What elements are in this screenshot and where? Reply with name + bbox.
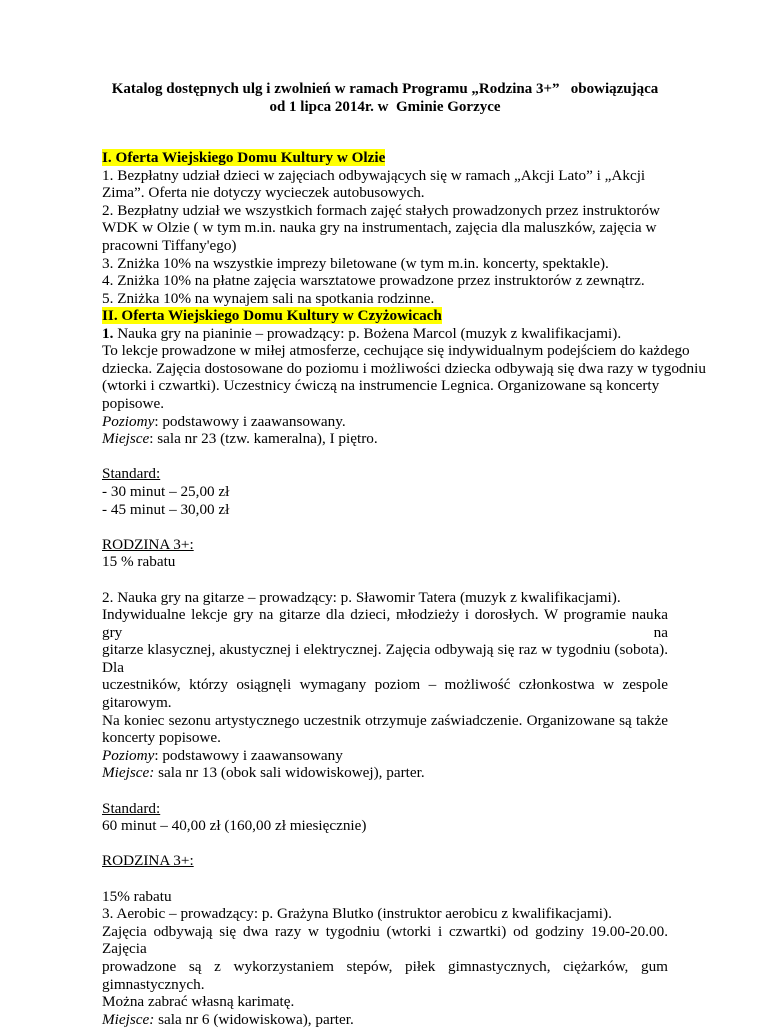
guitar-place xyxy=(102,764,668,782)
piano-levels-label: Poziomy xyxy=(102,412,155,430)
guitar-levels-value: : podstawowy i zaawansowany xyxy=(154,746,343,764)
piano-place-value: : sala nr 23 (tzw. kameralna), I piętro. xyxy=(149,430,378,448)
olza-line-4: WDK w Olzie ( w tym m.in. nauka gry na instrumentach, zajęcia dla maluszków, zajęcia w xyxy=(102,219,657,237)
guitar-desc-2: gitarze klasycznej, akustycznej i elektrycznej. Zajęcia odbywają się raz w tygodniu (sobota). Dla xyxy=(102,641,668,676)
olza-line-7: 4. Zniżka 10% na płatne zajęcia warsztatowe prowadzone przez instruktorów z zewnątrz. xyxy=(102,272,645,290)
piano-price-30: - 30 minut – 25,00 zł xyxy=(102,482,230,500)
aerobic-title: 3. Aerobic – prowadzący: p. Grażyna Blutko (instruktor aerobicu z kwalifikacjami). xyxy=(102,905,612,923)
piano-desc-1: To lekcje prowadzone w miłej atmosferze, cechujące się indywidualnym podejściem do każdego xyxy=(102,342,690,360)
guitar-desc-5: koncerty popisowe. xyxy=(102,729,221,747)
title-line-1: Katalog dostępnych ulg i zwolnień w ramach Programu „Rodzina 3+” obowiązująca xyxy=(111,81,659,97)
guitar-standard-label: Standard: xyxy=(102,799,161,817)
piano-levels-value: : podstawowy i zaawansowany. xyxy=(154,412,346,430)
section-heading-olza: I. Oferta Wiejskiego Domu Kultury w Olzie xyxy=(102,149,386,166)
piano-rodzina-label: RODZINA 3+: xyxy=(102,535,194,553)
olza-line-5: pracowni Tiffany'ego) xyxy=(102,236,237,254)
section-czyzowice xyxy=(102,307,706,1028)
piano-levels xyxy=(102,413,668,431)
piano-desc-3: (wtorki i czwartki). Uczestnicy ćwiczą na instrumencie Legnica. Organizowane są koncerty xyxy=(102,377,660,395)
piano-standard-label: Standard: xyxy=(102,465,161,483)
olza-line-8: 5. Zniżka 10% na wynajem sali na spotkania rodzinne. xyxy=(102,289,435,307)
section-olza xyxy=(102,149,668,307)
olza-line-3: 2. Bezpłatny udział we wszystkich formach zajęć stałych prowadzonych przez instruktorów xyxy=(102,201,660,219)
aerobic-desc-3: Można zabrać własną karimatę. xyxy=(102,993,295,1011)
piano-title xyxy=(102,325,668,343)
document-title xyxy=(102,81,668,116)
piano-place-label: Miejsce xyxy=(102,430,150,448)
aerobic-place-label: Miejsce: xyxy=(102,1010,155,1028)
aerobic-desc-2: prowadzone są z wykorzystaniem stepów, piłek gimnastycznych, ciężarków, gum gimnastycznych. xyxy=(102,957,668,993)
olza-line-2: Zima”. Oferta nie dotyczy wycieczek autobusowych. xyxy=(102,184,425,202)
piano-title-text: Nauka gry na pianinie – prowadzący: p. Bożena Marcol (muzyk z kwalifikacjami). xyxy=(113,324,622,342)
olza-line-1: 1. Bezpłatny udział dzieci w zajęciach odbywających się w ramach „Akcji Lato” i „Akcji xyxy=(102,166,646,184)
aerobic-place-value: sala nr 6 (widowiskowa), parter. xyxy=(154,1010,354,1028)
piano-price-45: - 45 minut – 30,00 zł xyxy=(102,500,230,518)
piano-number: 1. xyxy=(102,324,114,342)
piano-desc-2: dziecka. Zajęcia dostosowane do poziomu i możliwości dziecka odbywają się dwa razy w tygodniu xyxy=(102,359,706,377)
piano-place xyxy=(102,430,668,448)
guitar-title: 2. Nauka gry na gitarze – prowadzący: p. Sławomir Tatera (muzyk z kwalifikacjami). xyxy=(102,588,621,606)
guitar-rodzina-value: 15% rabatu xyxy=(102,887,172,905)
section-heading-czyzowice: II. Oferta Wiejskiego Domu Kultury w Czyżowicach xyxy=(102,307,442,324)
aerobic-place xyxy=(102,1011,668,1028)
guitar-levels xyxy=(102,747,668,765)
guitar-place-value: sala nr 13 (obok sali widowiskowej), parter. xyxy=(154,764,425,782)
guitar-desc-1: Indywidualne lekcje gry na gitarze dla dzieci, młodzieży i dorosłych. W programie nauka gry na xyxy=(102,606,668,641)
title-line-2: od 1 lipca 2014r. w Gminie Gorzyce xyxy=(269,98,501,115)
piano-rodzina-value: 15 % rabatu xyxy=(102,553,176,571)
guitar-place-label: Miejsce: xyxy=(102,764,155,782)
aerobic-desc-1: Zajęcia odbywają się dwa razy w tygodniu (wtorki i czwartki) od godziny 19.00-20.00. Zajęcia xyxy=(102,922,668,958)
olza-line-6: 3. Zniżka 10% na wszystkie imprezy biletowane (w tym m.in. koncerty, spektakle). xyxy=(102,254,609,272)
guitar-desc-3: uczestników, którzy osiągnęli wymagany poziom – możliwość członkostwa w zespole gitarowym. xyxy=(102,676,668,712)
guitar-rodzina-label: RODZINA 3+: xyxy=(102,852,194,870)
piano-desc-4: popisowe. xyxy=(102,394,165,412)
guitar-desc-4: Na koniec sezonu artystycznego uczestnik otrzymuje zaświadczenie. Organizowane są także xyxy=(102,711,668,729)
guitar-levels-label: Poziomy xyxy=(102,746,155,764)
guitar-price: 60 minut – 40,00 zł (160,00 zł miesięcznie) xyxy=(102,817,367,835)
